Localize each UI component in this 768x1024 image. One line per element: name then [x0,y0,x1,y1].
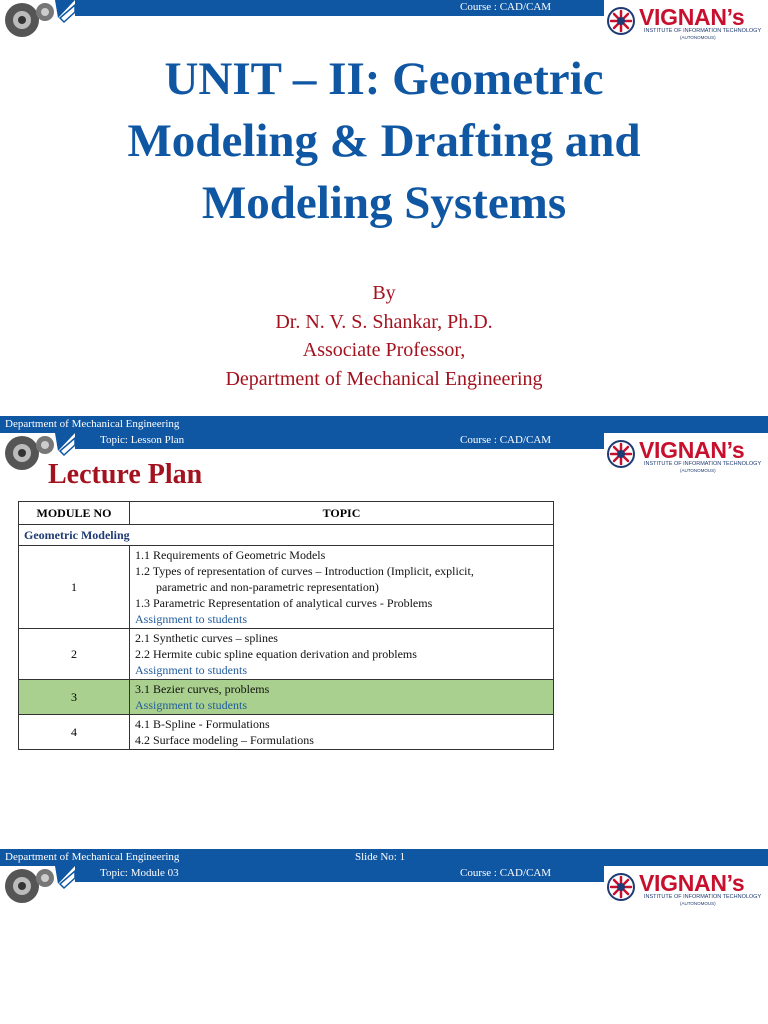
logo-autonomous: (AUTONOMOUS) [680,35,716,40]
gear-icon [0,866,75,910]
logo-autonomous: (AUTONOMOUS) [680,901,716,906]
topic-line: 1.2 Types of representation of curves – Introduction (Implicit, explicit, [135,564,474,578]
footer-department: Department of Mechanical Engineering [5,851,180,863]
header-course: Course : CAD/CAM [460,434,552,446]
title-line: UNIT – II: Geometric [164,53,604,105]
table-row [19,715,554,750]
logo-subtitle: INSTITUTE OF INFORMATION TECHNOLOGY [644,461,762,467]
section-label: Geometric Modeling [19,525,554,546]
logo-subtitle: INSTITUTE OF INFORMATION TECHNOLOGY [644,28,762,34]
author-name: Dr. N. V. S. Shankar, Ph.D. [275,310,493,333]
table-row-highlighted [19,680,554,715]
assignment-line: Assignment to students [135,612,248,626]
topic-line: 1.1 Requirements of Geometric Models [135,548,326,562]
table-row [19,546,554,629]
header-topic: Topic: Module 03 [100,867,179,879]
assignment-line: Assignment to students [135,663,248,677]
author-block [0,279,768,393]
title-line: Modeling & Drafting and [127,115,641,167]
column-header-module: MODULE NO [19,502,130,525]
logo-subtitle: INSTITUTE OF INFORMATION TECHNOLOGY [644,894,762,900]
module-number: 3 [19,680,130,715]
gear-icon [0,0,75,44]
topic-line: 4.2 Surface modeling – Formulations [135,733,314,747]
footer-slide-number: Slide No: 1 [355,851,406,863]
topic-cell [130,715,554,750]
topic-line: 4.1 B-Spline - Formulations [135,717,270,731]
topic-cell [130,546,554,629]
header-course: Course : CAD/CAM [460,1,552,13]
module-number: 1 [19,546,130,629]
header-course: Course : CAD/CAM [460,867,552,879]
logo-name: VIGNAN’s [639,4,745,30]
vignans-logo [606,4,766,44]
slide-3 [0,866,768,1024]
lecture-plan-title: Lecture Plan [48,459,203,490]
logo-emblem-icon [606,6,636,36]
author-department: Department of Mechanical Engineering [225,367,543,390]
slide-title [20,48,748,234]
column-header-topic: TOPIC [130,502,554,525]
module-number: 2 [19,629,130,680]
section-row [19,525,554,546]
topic-cell [130,629,554,680]
topic-line: 1.3 Parametric Representation of analytical curves - Problems [135,596,433,610]
logo-name: VIGNAN’s [639,437,745,463]
assignment-line: Assignment to students [135,698,248,712]
logo-autonomous: (AUTONOMOUS) [680,468,716,473]
vignans-logo [606,437,766,477]
logo-emblem-icon [606,872,636,902]
topic-line: 2.1 Synthetic curves – splines [135,631,278,645]
vignans-logo [606,870,766,910]
table-header-row [19,502,554,525]
topic-line: 3.1 Bezier curves, problems [135,682,270,696]
author-title: Associate Professor, [302,339,466,361]
footer-department: Department of Mechanical Engineering [5,418,180,430]
logo-name: VIGNAN’s [639,870,745,896]
slide-footer [0,849,768,866]
table-row [19,629,554,680]
title-line: Modeling Systems [201,177,567,229]
slide-1 [0,0,768,433]
lecture-plan-table [18,501,554,750]
header-topic: Topic: Lesson Plan [100,434,185,446]
topic-cell [130,680,554,715]
topic-line: 2.2 Hermite cubic spline equation derivation and problems [135,647,417,661]
logo-emblem-icon [606,439,636,469]
topic-line: parametric and non-parametric representation) [156,580,379,594]
slide-footer [0,416,768,433]
by-label: By [372,282,396,304]
module-number: 4 [19,715,130,750]
